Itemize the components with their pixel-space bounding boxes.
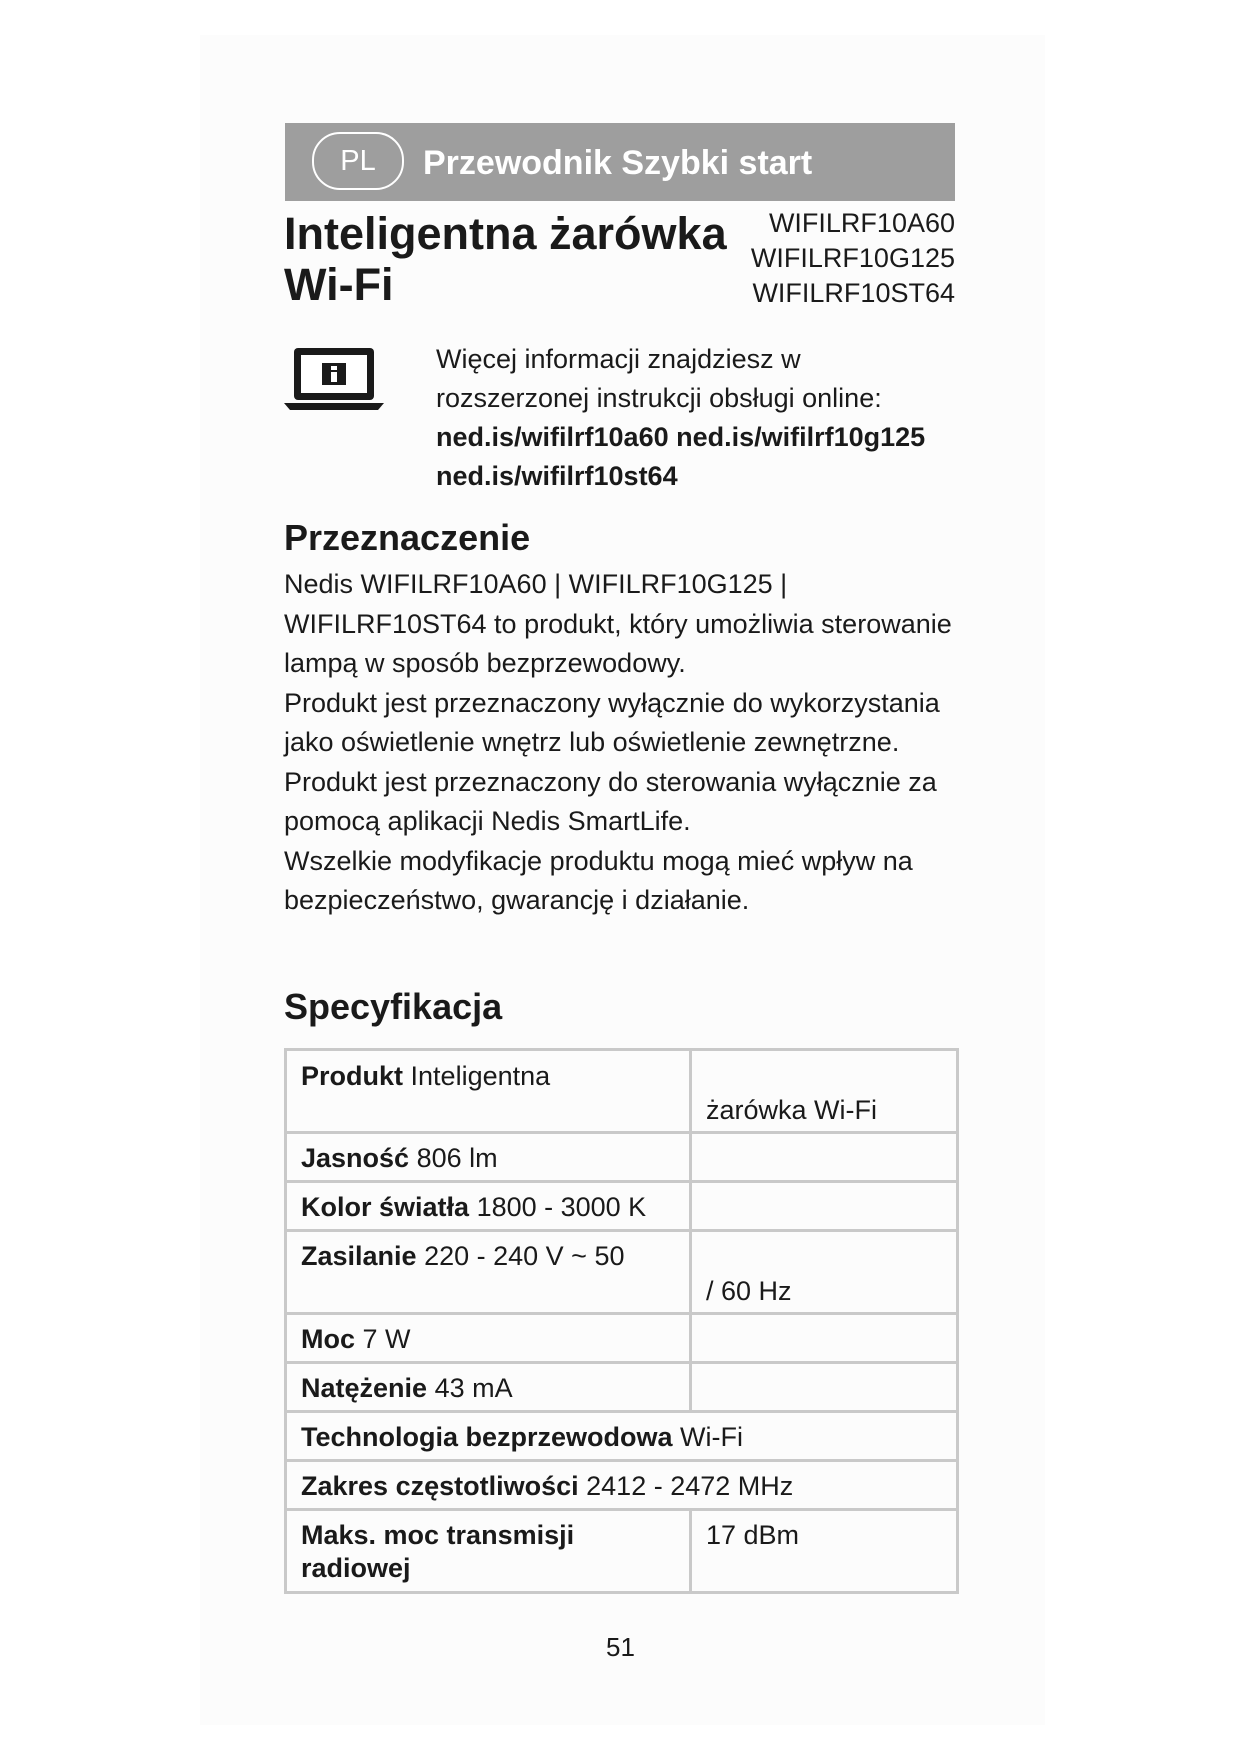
table-row — [286, 1314, 958, 1363]
model-number: WIFILRF10ST64 — [752, 278, 955, 308]
spec-cell — [691, 1133, 958, 1182]
header-banner — [285, 123, 955, 201]
table-row — [286, 1412, 958, 1461]
spec-label: Zakres częstotliwości — [301, 1471, 579, 1501]
spec-label: Technologia bezprzewodowa — [301, 1422, 673, 1452]
spec-label: Kolor światła — [301, 1192, 470, 1222]
spec-cell — [286, 1182, 691, 1231]
purpose-paragraph: Produkt jest przeznaczony do sterowania wyłącznie za pomocą aplikacji Nedis SmartLife. — [284, 766, 937, 836]
spec-value: 1800 - 3000 K — [476, 1192, 647, 1222]
manual-links[interactable]: ned.is/wifilrf10a60 ned.is/wifilrf10g125 — [436, 422, 926, 452]
spec-value: 2412 - 2472 MHz — [586, 1471, 794, 1501]
manual-link[interactable]: ned.is/wifilrf10st64 — [436, 461, 678, 491]
purpose-paragraph: Wszelkie modyfikacje produktu mogą mieć wpływ na bezpieczeństwo, gwarancję i działanie. — [284, 845, 913, 915]
table-row — [286, 1133, 958, 1182]
table-row — [286, 1363, 958, 1412]
laptop-info-icon — [282, 345, 386, 413]
table-row — [286, 1461, 958, 1510]
info-line: Więcej informacji znajdziesz w — [436, 344, 801, 374]
spec-value: Inteligentna — [410, 1061, 551, 1091]
spec-cell — [691, 1231, 958, 1314]
model-number: WIFILRF10A60 — [768, 208, 955, 238]
spec-label: Moc — [301, 1324, 355, 1354]
spec-cell — [691, 1182, 958, 1231]
banner-title: Przewodnik Szybki start — [423, 144, 813, 182]
language-badge: PL — [312, 132, 404, 190]
purpose-paragraph: Nedis WIFILRF10A60 | WIFILRF10G125 | WIFILRF10ST64 to produkt, który umożliwia sterowanie lampą w sposób bezprzewodowy. — [284, 569, 952, 678]
product-title-line2: Wi-Fi — [284, 259, 394, 310]
spec-cell — [286, 1363, 691, 1412]
spec-label: Natężenie — [301, 1373, 428, 1403]
spec-value: 220 - 240 V ~ 50 — [424, 1241, 625, 1271]
spec-cell — [691, 1314, 958, 1363]
product-title — [284, 208, 727, 310]
spec-cell — [286, 1050, 691, 1133]
spec-cell — [691, 1510, 958, 1593]
spec-value: 806 lm — [416, 1143, 498, 1173]
spec-value: żarówka Wi-Fi — [706, 1095, 878, 1125]
specs-heading: Specyfikacja — [284, 986, 503, 1027]
purpose-text — [284, 565, 964, 921]
product-title-line1: Inteligentna żarówka — [284, 208, 727, 259]
spec-label: Jasność — [301, 1143, 410, 1173]
spec-value: 17 dBm — [706, 1520, 800, 1550]
spec-cell — [286, 1461, 958, 1510]
spec-value: 43 mA — [434, 1373, 513, 1403]
spec-cell — [286, 1510, 691, 1593]
spec-label: Produkt — [301, 1061, 404, 1091]
spec-value: Wi-Fi — [680, 1422, 744, 1452]
spec-label: Zasilanie — [301, 1241, 417, 1271]
spec-cell — [286, 1231, 691, 1314]
table-row — [286, 1510, 958, 1593]
spec-table — [284, 1048, 959, 1594]
model-list — [751, 206, 955, 311]
spec-cell — [691, 1050, 958, 1133]
page-number: 51 — [606, 1632, 635, 1662]
purpose-heading: Przeznaczenie — [284, 517, 531, 558]
model-number: WIFILRF10G125 — [750, 243, 955, 273]
online-info — [436, 340, 925, 496]
table-row — [286, 1182, 958, 1231]
info-line: rozszerzonej instrukcji obsługi online: — [436, 383, 882, 413]
spec-cell — [691, 1363, 958, 1412]
spec-cell — [286, 1314, 691, 1363]
spec-cell — [286, 1412, 958, 1461]
spec-value: / 60 Hz — [706, 1276, 792, 1306]
spec-value: 7 W — [362, 1324, 411, 1354]
purpose-paragraph: Produkt jest przeznaczony wyłącznie do wykorzystania jako oświetlenie wnętrz lub oświetlenie zewnętrzne. — [284, 687, 940, 757]
table-row — [286, 1050, 958, 1133]
spec-label: Maks. moc transmisji radiowej — [301, 1520, 575, 1583]
spec-cell — [286, 1133, 691, 1182]
table-row — [286, 1231, 958, 1314]
